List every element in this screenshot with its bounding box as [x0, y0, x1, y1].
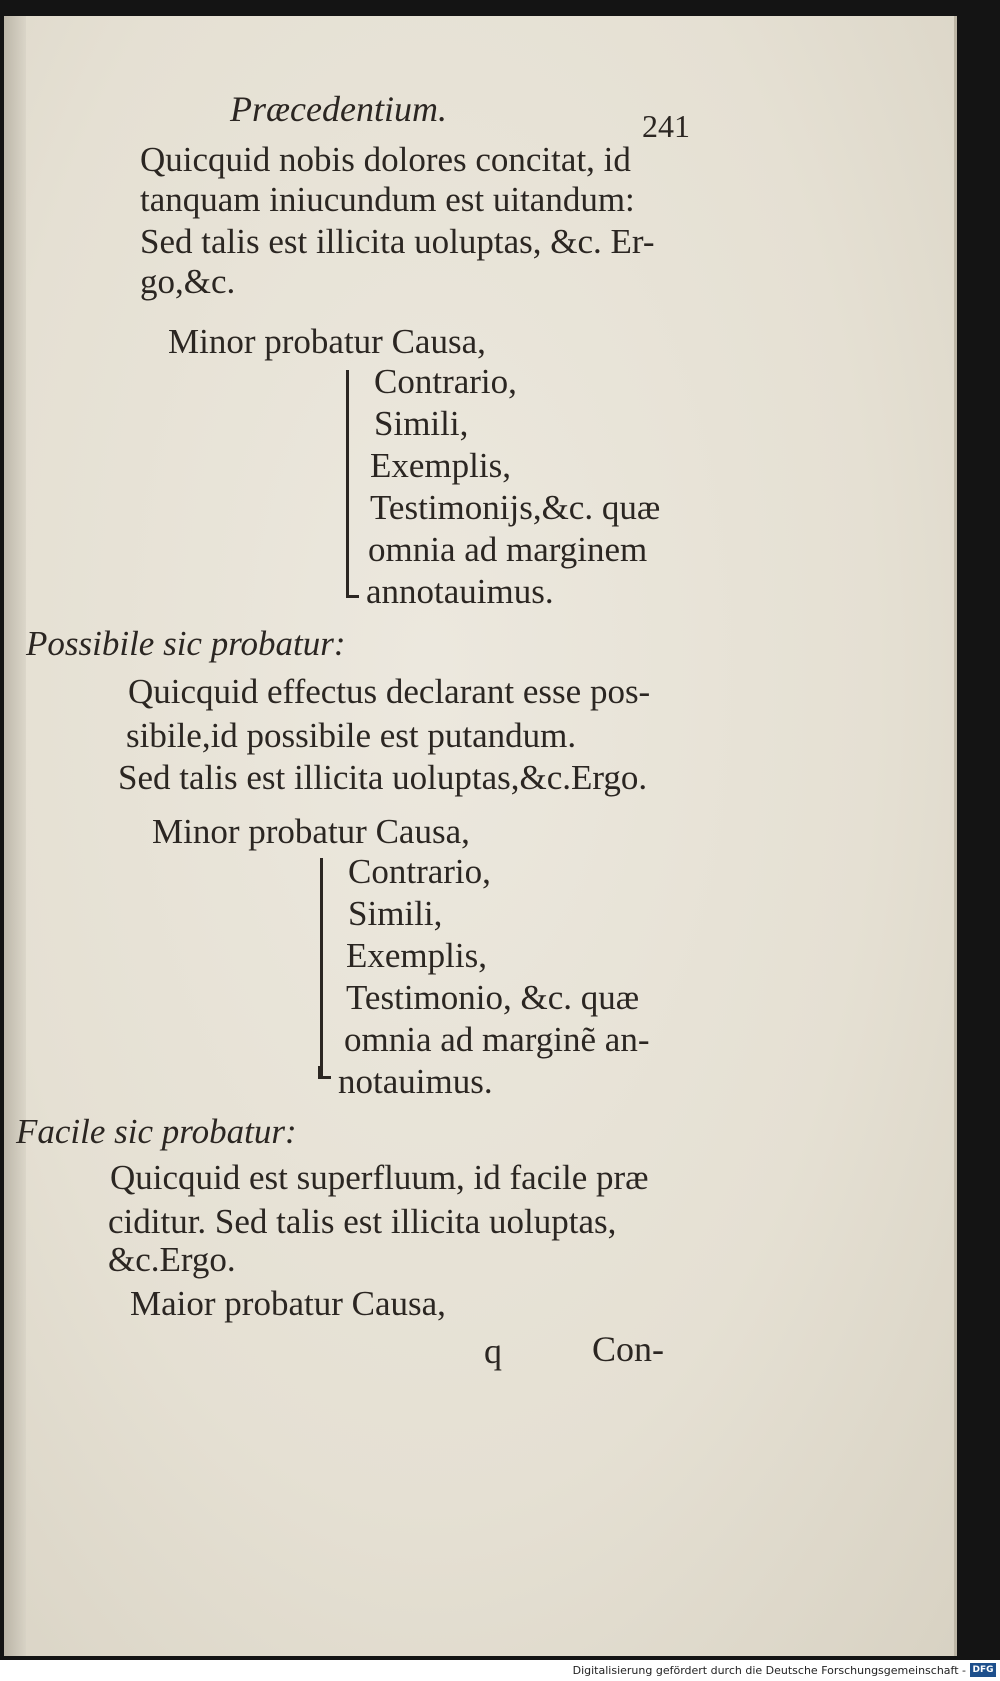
body-line: Sed talis est illicita uoluptas, &c. Er- — [140, 222, 655, 261]
page-number: 241 — [642, 108, 690, 144]
bracket-hook — [318, 1066, 331, 1079]
running-title: Præcedentium. — [230, 89, 447, 129]
bracket-item: Simili, — [374, 404, 469, 443]
body-line: Sed talis est illicita uoluptas,&c.Ergo. — [118, 758, 648, 797]
bracket-item: Testimonio, &c. quæ — [346, 978, 640, 1017]
bracket-item: notauimus. — [338, 1062, 493, 1101]
body-line: tanquam iniucundum est uitandum: — [140, 180, 635, 219]
catchword: Con- — [592, 1329, 664, 1369]
bracket-item: Contrario, — [374, 362, 517, 401]
bracket-item: Exemplis, — [370, 446, 511, 485]
dfg-logo: DFG — [970, 1663, 996, 1677]
minor-probatur-line: Minor probatur Causa, — [168, 322, 486, 361]
bracket-line — [346, 370, 349, 595]
bracket-item: Contrario, — [348, 852, 491, 891]
bracket-item: Testimonijs,&c. quæ — [370, 488, 661, 527]
bracket-item: Simili, — [348, 894, 443, 933]
body-line: Quicquid effectus declarant esse pos- — [128, 672, 651, 711]
bracket-item: omnia ad marginem — [368, 530, 648, 569]
minor-probatur-line: Minor probatur Causa, — [152, 812, 470, 851]
page-gutter-shadow — [4, 16, 26, 1656]
bracket-item: annotauimus. — [366, 572, 554, 611]
body-line: ciditur. Sed talis est illicita uoluptas, — [108, 1202, 617, 1241]
body-line: &c.Ergo. — [108, 1240, 236, 1279]
section-heading: Facile sic probatur: — [16, 1112, 297, 1151]
body-line: sibile,id possibile est putandum. — [126, 716, 577, 755]
body-line: go,&c. — [140, 262, 236, 301]
signature-mark: q — [484, 1331, 502, 1371]
digitization-credit: Digitalisierung gefördert durch die Deutsche Forschungsgemeinschaft - — [572, 1664, 966, 1677]
body-line: Quicquid est superfluum, id facile præ — [110, 1158, 649, 1197]
maior-probatur-line: Maior probatur Causa, — [130, 1284, 446, 1323]
bracket-item: Exemplis, — [346, 936, 487, 975]
section-heading: Possibile sic probatur: — [26, 624, 346, 663]
bracket-line — [320, 858, 323, 1076]
body-line: Quicquid nobis dolores concitat, id — [140, 140, 631, 179]
bracket-hook — [346, 585, 359, 598]
bracket-item: omnia ad marginẽ an- — [344, 1020, 650, 1059]
